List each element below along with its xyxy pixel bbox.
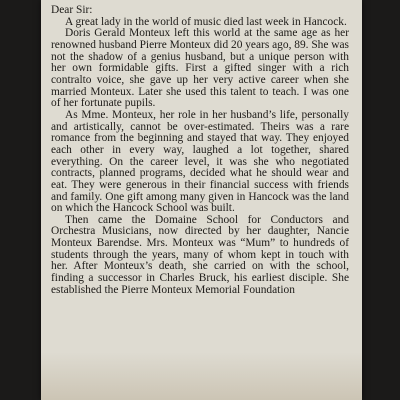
- paragraph-3: As Mme. Monteux, her role in her husband’s life, personally and artistically, cannot be over-estimated. Theirs was a rare romance from the beginning and stayed that way. They enjoyed each other in every way, laughed a lot together, shared everything. On the career level, it was she who negotiated contracts, planned programs, decided what he should wear and eat. They were generous in their financial success with friends and family. One gift among many given in Hancock was the land on which the Hancock School was built.: [51, 108, 349, 215]
- paragraph-2: Doris Gerald Monteux left this world at the same age as her renowned husband Pierre Monteux did 20 years ago, 89. She was not the shadow of a genius husband, but a unique person with her own formidable gifts. First a gifted singer with a rich contralto voice, she gave up her very active career when she married Monteux. Later she used this talent to teach. I was one of her fortunate pupils.: [51, 27, 349, 110]
- salutation: Dear Sir:: [51, 4, 93, 16]
- paragraph-1: A great lady in the world of music died last week in Hancock.: [65, 15, 347, 28]
- newspaper-clipping: [41, 0, 362, 400]
- paper-stain: [41, 352, 362, 400]
- letter-body: [51, 5, 349, 296]
- paragraph-4: Then came the Domaine School for Conductors and Orchestra Musicians, now directed by her daughter, Nancie Monteux Barendse. Mrs. Monteux was “Mum” to hundreds of students through the years, many of whom kept in touch with her. After Monteux’s death, she carried on with the school, finding a successor in Charles Bruck, his earliest disciple. She established the Pierre Monteux Memorial Foundation: [51, 213, 349, 296]
